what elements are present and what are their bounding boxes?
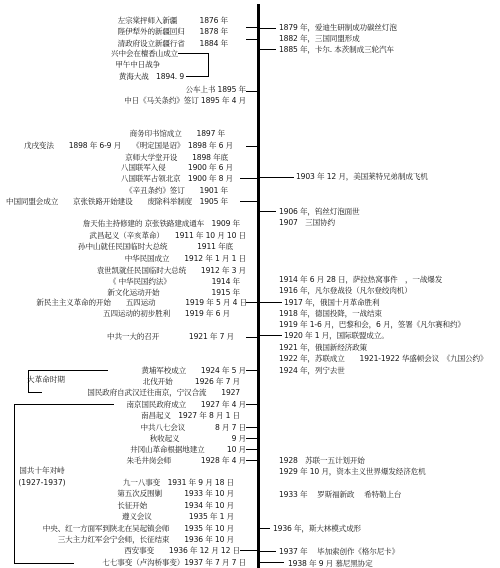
left-event: 公车上书 1895 年 [185, 85, 246, 94]
left-event: 三大主力红军会宁会师，长征结束 1936 年 10 月 [57, 535, 234, 544]
left-event: 井冈山革命根据地建立 10 月 [130, 445, 246, 454]
right-event: 1903 年 12 月，美国莱特兄弟制成飞机 [296, 172, 428, 181]
right-event: 1918 年，德国投降，一战结束 [279, 309, 382, 318]
left-event: 中日《马关条约》签订 1895 年 4 月 [124, 96, 246, 105]
right-event: 1937 年 毕加索创作《格尔尼卡》 [279, 547, 400, 556]
left-event: 九一八事变 1931 年 9 月 18 日 [122, 478, 234, 487]
left-event: 秋收起义 9 月 [149, 434, 246, 443]
connector-line [246, 460, 258, 461]
left-event: 黄埔军校成立 1924 年 5 月 [141, 366, 246, 375]
bracket-tick [14, 404, 114, 405]
connector-line [260, 177, 294, 178]
connector-line [246, 449, 258, 450]
left-event: 中共八七会议 8 月 7 日 [140, 423, 246, 432]
left-event: 新文化运动开始 1915 年 [107, 288, 240, 297]
left-event: 北伐开始 1926 年 7 月 [142, 377, 240, 386]
left-event: 黄海大战 1894. 9 [118, 72, 184, 81]
period-label: 国共十年对峙 [19, 466, 65, 475]
right-event: 1917 年，俄国十月革命胜利 [284, 298, 380, 307]
left-event: 詹天佑主持修建的 京张铁路建成通车 1909 年 [82, 219, 240, 228]
right-event: 1928 苏联一五计划开始 [279, 456, 365, 465]
left-event: 商务印书馆成立 1897 年 [129, 129, 225, 138]
connector-line [260, 562, 284, 563]
period-label: (1927-1937) [18, 478, 66, 487]
connector-line [260, 28, 276, 29]
left-event: 长征开始 1934 年 10 月 [117, 501, 234, 510]
left-event: 《辛丑条约》签订 1901 年 [125, 186, 228, 195]
left-event: 五四运动的初步胜利 1919 年 6 月 [103, 309, 230, 318]
connector-line [240, 178, 258, 179]
left-event: 清政府设立新疆行省 1884 年 [117, 39, 228, 48]
left-event: 七七事变（卢沟桥事变）1937 年 7 月 7 日 [102, 558, 246, 567]
left-event: 遵义会议 1935 年 1 月 [121, 512, 234, 521]
right-event: 1919 年 1-6 月，巴黎和会，6 月，签署《凡尔赛和约》 [279, 320, 465, 329]
bracket-tick [28, 370, 108, 371]
connector-line [246, 27, 258, 28]
connector-line [246, 302, 258, 303]
bracket-line-1894 [208, 53, 209, 77]
right-event: 1906 年，钨丝灯泡面世 [279, 207, 360, 216]
connector-line [260, 211, 276, 212]
right-event: 1916 年，凡尔登战役（凡尔登绞肉机） [279, 286, 412, 295]
connector-line [260, 528, 270, 529]
connector-line [246, 146, 258, 147]
period-label: 大革命时期 [27, 375, 65, 384]
connector-line [246, 427, 258, 428]
left-event: 甲午中日战争 [115, 60, 160, 69]
right-event: 1936 年，斯大林模式成形 [273, 524, 361, 533]
left-event: 国民政府自武汉迁往南京，宁汉合流 1927 [87, 388, 240, 397]
connector-line [240, 550, 258, 551]
right-event: 1938 年 9 月 慕尼黑协定 [288, 559, 373, 568]
right-event: 1907 三国协约 [279, 218, 335, 227]
left-event: 八国联军入侵 1900 年 6 月 [120, 163, 233, 172]
left-event: 左宗棠抨师入新疆 1876 年 [117, 16, 228, 25]
left-event: 中央、红一方面军到陕北在吴起镇会师 1935 年 10 月 [42, 524, 234, 533]
left-event: 《 中华民国约法》 1914 年 [108, 277, 240, 286]
connector-line [240, 201, 258, 202]
right-event: 1914 年 6 月 28 日，萨拉热窝事件 ，一战爆发 [279, 275, 443, 284]
connector-line [260, 551, 276, 552]
left-event: 第五次反围剿 1933 年 10 月 [117, 489, 234, 498]
connector-line [260, 335, 282, 336]
left-event: 陛伊犁外的新疆回归 1878 年 [117, 27, 228, 36]
left-event: 袁世凯就任民国临时大总统 1912 年 3 月 [96, 266, 246, 275]
left-event: 朱毛井岗会师 1928 年 4 月 [126, 456, 246, 465]
right-event: 1879 年，爱迪生研制成功碳丝灯泡 [279, 23, 397, 32]
connector-line [178, 53, 208, 54]
left-event: 中国同盟会成立 京张铁路开始建设 废除科举制度 1905 年 [6, 197, 228, 206]
connector-line [260, 302, 282, 303]
left-event: 南昌起义 1927 年 8 月 1 日 [141, 411, 240, 420]
right-event: 1921 年，俄国新经济政策 [279, 343, 367, 352]
left-event: 中华民国成立 1912 年 1 月 1 日 [124, 254, 246, 263]
right-event: 1885 年，卡尔. 本茨制成三轮汽车 [279, 45, 394, 54]
connector-line [260, 49, 276, 50]
left-event: 京师大学堂开设 1898 年底 [125, 153, 228, 162]
left-event: 孙中山就任民国临时大总统 1911 年底 [78, 242, 233, 251]
left-event: 八国联军占领北京 1900 年 8 月 [120, 174, 233, 183]
connector-line [246, 91, 258, 92]
left-event: 戊戌变法 1898 年 6-9 月 《明定国是诏》 1898 年 6 月 [24, 141, 233, 150]
connector-line [246, 337, 258, 338]
left-event: 兴中会在檀香山成立 [111, 49, 178, 58]
connector-line [186, 76, 208, 77]
left-event: 新民主主义革命的开始 五四运动 1919 年 5 月 4 日 [36, 298, 247, 307]
right-event: 1920 年 1 月，国际联盟成立。 [284, 331, 389, 340]
right-event: 1882 年，三国同盟形成 [279, 34, 360, 43]
left-event: 武昌起义（辛亥革命） 1911 年 10 月 10 日 [89, 231, 246, 240]
bracket-tick [28, 392, 42, 393]
connector-line [246, 39, 258, 40]
timeline-axis [257, 4, 260, 568]
right-event: 1933 年 罗斯福新政 希特勒上台 [279, 490, 402, 499]
bracket-tick [14, 563, 74, 564]
connector-line [246, 404, 258, 405]
connector-line [246, 370, 258, 371]
left-event: 西安事变 1936 年 12 月 12 日 [124, 546, 240, 555]
right-event: 1922 年，苏联成立 1921-1922 华盛顿会议 《九国公约》 [279, 354, 488, 363]
left-event: 中共一大的召开 1921 年 7 月 [107, 332, 234, 341]
right-event: 1929 年 10 月，资本主义世界爆发经济危机 [279, 467, 426, 476]
left-event: 南京国民政府成立 1927 年 4 月 [126, 400, 246, 409]
right-event: 1924 年，列宁去世 [279, 366, 345, 375]
connector-line [246, 438, 258, 439]
